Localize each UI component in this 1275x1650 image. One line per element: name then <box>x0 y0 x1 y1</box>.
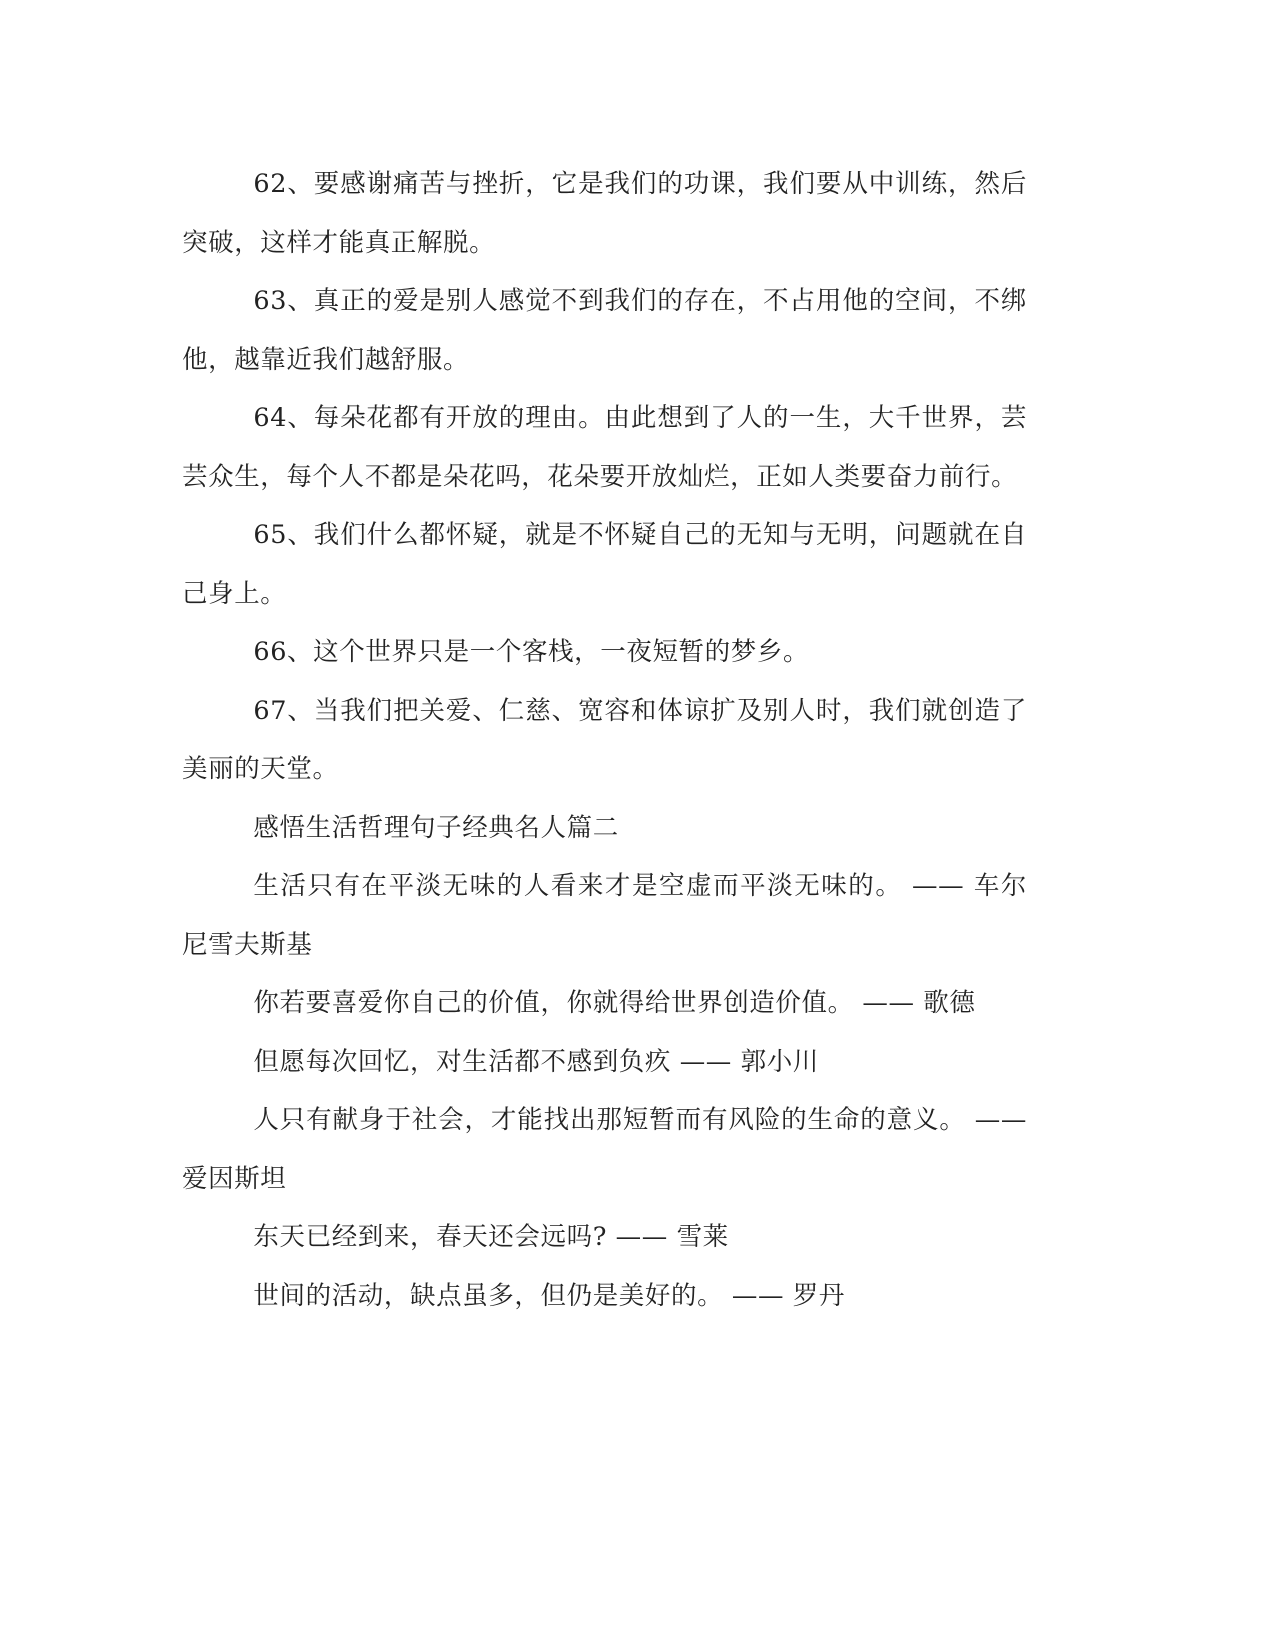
quote-einstein: 人只有献身于社会，才能找出那短暂而有风险的生命的意义。 —— 爱因斯坦 <box>182 1105 1027 1194</box>
document-body <box>182 155 1027 1325</box>
paragraph-65: 65、我们什么都怀疑，就是不怀疑自己的无知与无明，问题就在自己身上。 <box>182 520 1027 609</box>
quote-shelley: 东天已经到来，春天还会远吗? —— 雪莱 <box>253 1222 729 1252</box>
paragraph-66: 66、这个世界只是一个客栈，一夜短暂的梦乡。 <box>253 637 810 667</box>
paragraph-63: 63、真正的爱是别人感觉不到我们的存在，不占用他的空间，不绑他，越靠近我们越舒服。 <box>182 286 1027 375</box>
quote-chernyshevsky: 生活只有在平淡无味的人看来才是空虚而平淡无味的。 —— 车尔尼雪夫斯基 <box>182 871 1027 960</box>
quote-rodin: 世间的活动，缺点虽多，但仍是美好的。 —— 罗丹 <box>253 1280 846 1311</box>
section-heading: 感悟生活哲理句子经典名人篇二 <box>253 812 619 843</box>
paragraph-67: 67、当我们把关爱、仁慈、宽容和体谅扩及别人时，我们就创造了美丽的天堂。 <box>182 695 1027 784</box>
quote-guo-xiaochuan: 但愿每次回忆，对生活都不感到负疚 —— 郭小川 <box>253 1046 819 1077</box>
quote-goethe: 你若要喜爱你自己的价值，你就得给世界创造价值。 —— 歌德 <box>253 988 976 1018</box>
paragraph-64: 64、每朵花都有开放的理由。由此想到了人的一生，大千世界，芸芸众生，每个人不都是朵花吗，花朵要开放灿烂，正如人类要奋力前行。 <box>182 403 1027 492</box>
paragraph-62: 62、要感谢痛苦与挫折，它是我们的功课，我们要从中训练，然后突破，这样才能真正解脱。 <box>182 169 1027 258</box>
